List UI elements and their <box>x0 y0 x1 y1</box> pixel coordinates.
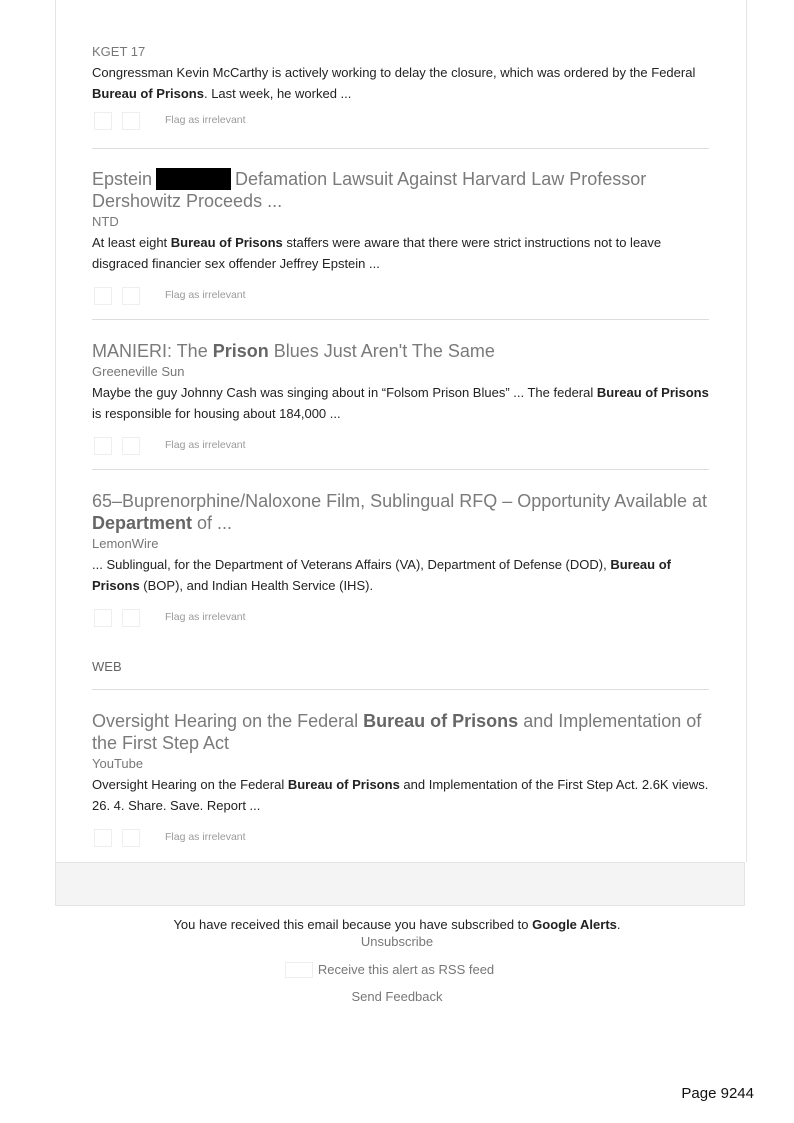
thumb-down-icon[interactable] <box>122 437 140 455</box>
flag-irrelevant-link[interactable]: Flag as irrelevant <box>165 831 246 843</box>
item-source: KGET 17 <box>92 44 146 59</box>
thumb-up-icon[interactable] <box>94 437 112 455</box>
alert-item <box>92 710 712 851</box>
item-snippet: Congressman Kevin McCarthy is actively working to delay the closure, which was ordered by the Federal Bureau of Prisons. Last week, he worked ... <box>92 65 696 101</box>
subscription-notice: You have received this email because you have subscribed to Google Alerts. <box>173 917 621 932</box>
item-divider <box>92 319 709 320</box>
thumb-up-icon[interactable] <box>94 609 112 627</box>
flag-irrelevant-link[interactable]: Flag as irrelevant <box>165 114 246 126</box>
thumb-up-icon[interactable] <box>94 287 112 305</box>
alert-item <box>92 490 712 631</box>
thumb-down-icon[interactable] <box>122 609 140 627</box>
item-actions <box>92 437 712 459</box>
item-divider <box>92 148 709 149</box>
section-divider <box>92 689 709 690</box>
alert-card-footer <box>55 862 745 906</box>
item-source: NTD <box>92 214 119 229</box>
item-title-link[interactable]: Oversight Hearing on the Federal Bureau of Prisons and Implementation of the First Step Act <box>92 711 702 753</box>
item-source: YouTube <box>92 756 144 771</box>
item-source: LemonWire <box>92 536 159 551</box>
redaction-box <box>156 168 231 190</box>
item-actions <box>92 287 712 309</box>
item-snippet: At least eight Bureau of Prisons staffers were aware that there were strict instructions not to leave disgraced financier sex offender Jeffrey Epstein ... <box>92 235 662 271</box>
unsubscribe-link[interactable]: Unsubscribe <box>360 934 434 949</box>
thumb-up-icon[interactable] <box>94 829 112 847</box>
item-title-link[interactable]: MANIERI: The Prison Blues Just Aren't The Same <box>92 341 495 361</box>
item-snippet: Maybe the guy Johnny Cash was singing about in “Folsom Prison Blues” ... The federal Bureau of Prisons is responsible for housing about 184,000 ... <box>92 385 709 421</box>
item-title-link[interactable]: Epstein Defamation Lawsuit Against Harvard Law Professor Dershowitz Proceeds ... <box>92 169 647 211</box>
item-actions <box>92 112 712 134</box>
thumb-down-icon[interactable] <box>122 287 140 305</box>
item-divider <box>92 469 709 470</box>
thumb-up-icon[interactable] <box>94 112 112 130</box>
send-feedback-link[interactable]: Send Feedback <box>351 989 443 1004</box>
item-snippet: Oversight Hearing on the Federal Bureau of Prisons and Implementation of the First Step Act. 2.6K views. 26. 4. Share. Save. Report ... <box>92 777 709 813</box>
alert-item <box>92 168 712 309</box>
item-actions <box>92 829 712 851</box>
flag-irrelevant-link[interactable]: Flag as irrelevant <box>165 611 246 623</box>
page-number: Page 9244 <box>681 1085 754 1102</box>
item-title-link[interactable]: 65–Buprenorphine/Naloxone Film, Sublingual RFQ – Opportunity Available at Department of ... <box>92 491 708 533</box>
flag-irrelevant-link[interactable]: Flag as irrelevant <box>165 439 246 451</box>
rss-feed-link[interactable]: Receive this alert as RSS feed <box>317 962 495 977</box>
thumb-down-icon[interactable] <box>122 829 140 847</box>
thumb-down-icon[interactable] <box>122 112 140 130</box>
item-actions <box>92 609 712 631</box>
item-source: Greeneville Sun <box>92 364 185 379</box>
item-snippet: ... Sublingual, for the Department of Veterans Affairs (VA), Department of Defense (DOD), Bureau of Prisons (BOP), and Indian Health Service (IHS). <box>92 557 671 593</box>
flag-irrelevant-link[interactable]: Flag as irrelevant <box>165 289 246 301</box>
section-label-web: WEB <box>92 659 122 674</box>
alert-item-partial <box>92 42 712 134</box>
alert-item <box>92 340 712 459</box>
